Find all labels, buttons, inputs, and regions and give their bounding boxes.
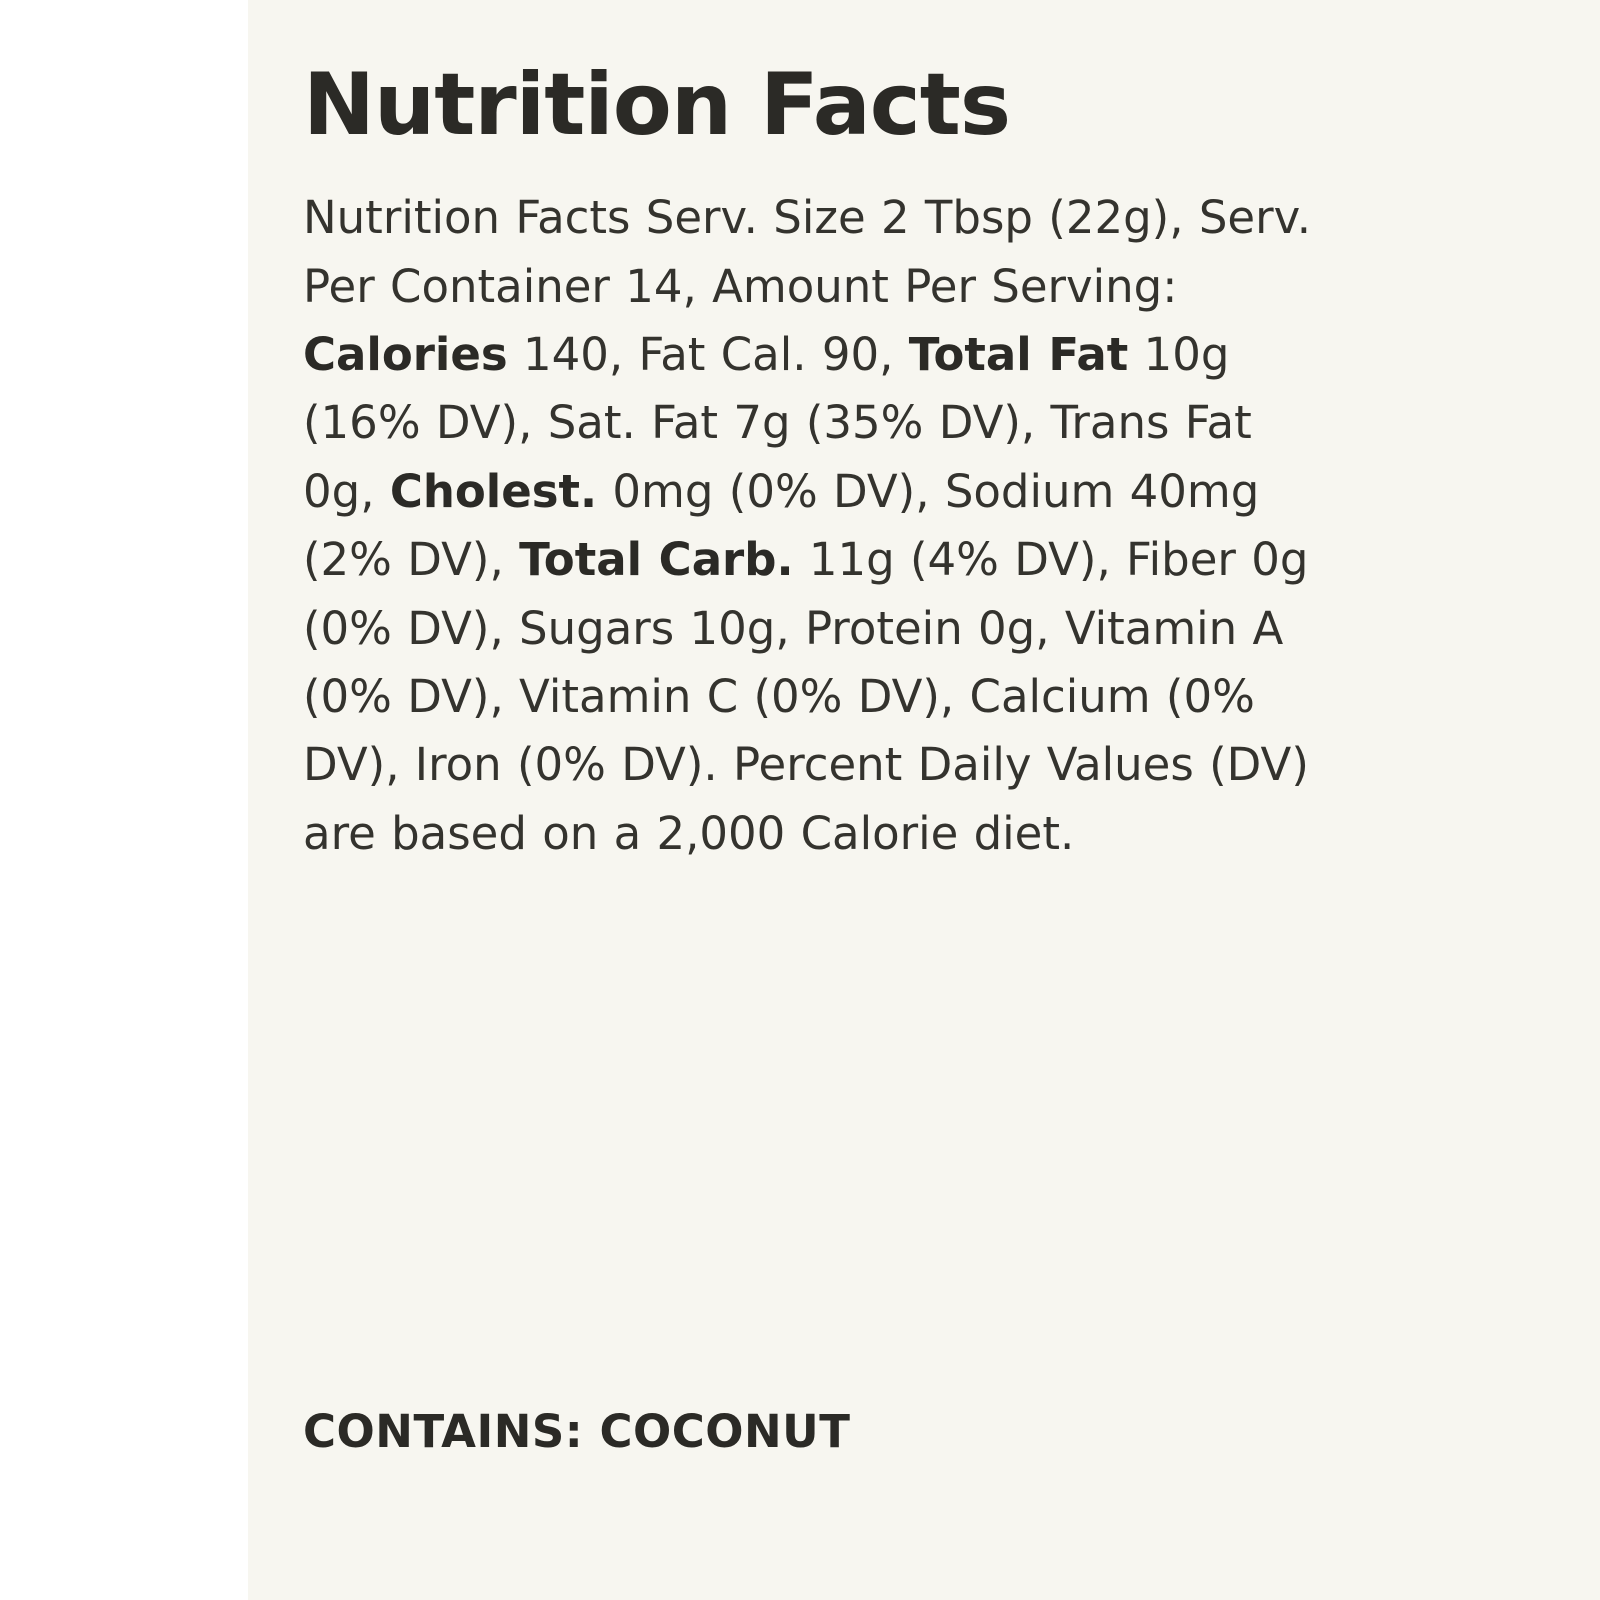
nutrient-name: Cholest. [389,464,598,518]
nutrient-text: 0mg (0% DV), Sodium 40mg (2% DV), [303,464,1260,587]
nutrition-label-content [303,55,1358,868]
nutrient-name: Total Carb. [519,533,794,587]
nutrient-name: Total Fat [908,328,1129,382]
page-title: Nutrition Facts [303,55,1011,155]
nutrition-facts-paragraph [303,184,1313,868]
nutrient-text: Nutrition Facts Serv. Size 2 Tbsp (22g), Serv. Per Container 14, Amount Per Serving: [303,191,1312,313]
allergen-statement: CONTAINS: COCONUT [303,1405,851,1458]
nutrient-text: 10g (16% DV), Sat. Fat 7g (35% DV), Trans Fat 0g, [303,328,1252,518]
nutrient-name: Calories [303,328,508,382]
nutrient-text: 11g (4% DV), Fiber 0g (0% DV), Sugars 10g, Protein 0g, Vitamin A (0% DV), Vitamin C (0% DV), Calcium (0% DV), Iron (0% DV). Percent Daily Values (DV) are based on a 2,000 Calorie diet. [303,533,1309,860]
nutrition-label-panel [248,0,1600,1600]
nutrient-text: 140, Fat Cal. 90, [507,328,909,382]
